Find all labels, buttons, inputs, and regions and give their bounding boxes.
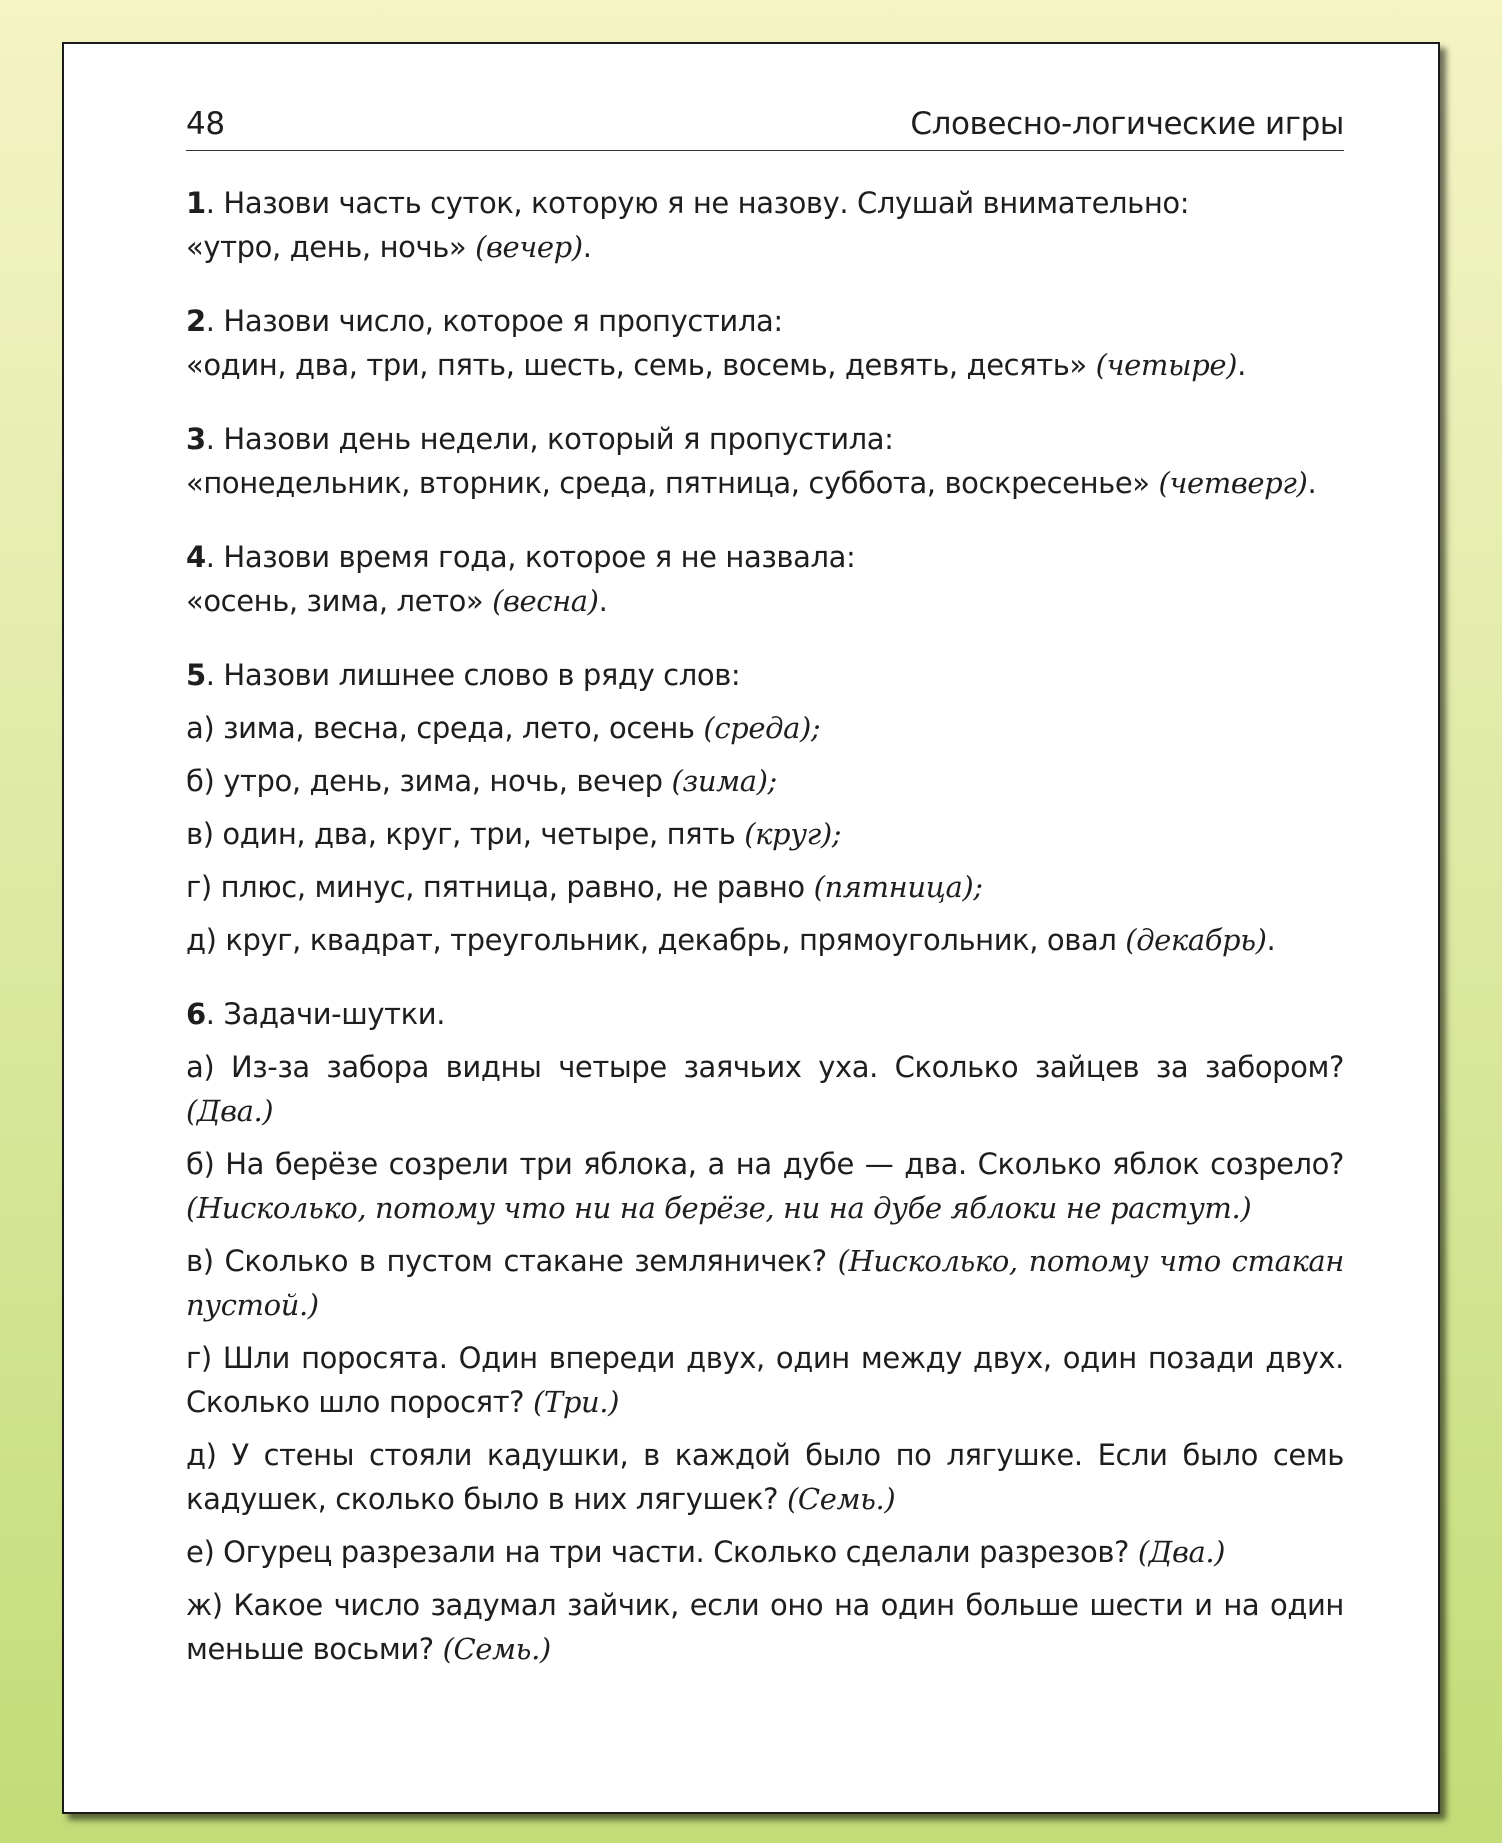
task-1 <box>186 181 1344 269</box>
task-4-prompt <box>186 535 1344 579</box>
answer: (пятница); <box>813 870 983 904</box>
list-item <box>186 1239 1344 1327</box>
list-item <box>186 1583 1344 1671</box>
item-text: д) У стены стояли кадушки, в каждой было по лягушке. Если было семь кадушек, сколько было в них лягушек? <box>186 1438 1344 1516</box>
item-text: в) Сколько в пустом стакане земляничек? <box>186 1244 838 1278</box>
task-3 <box>186 417 1344 505</box>
item-text: д) круг, квадрат, треугольник, декабрь, прямоугольник, овал <box>186 923 1126 957</box>
list-item <box>186 1530 1344 1574</box>
list-item <box>186 1045 1344 1133</box>
page-number: 48 <box>186 106 225 142</box>
task-number: 2 <box>186 304 206 338</box>
task-text: . Назови день недели, который я пропустила: <box>205 422 894 456</box>
list-item <box>186 865 1344 909</box>
answer: (декабрь) <box>1125 923 1267 957</box>
task-1-prompt <box>186 181 1344 225</box>
task-2-sequence <box>186 343 1344 387</box>
list-item <box>186 759 1344 803</box>
task-2 <box>186 299 1344 387</box>
chapter-title: Словесно-логические игры <box>910 106 1344 142</box>
task-5-prompt <box>186 653 1344 697</box>
sequence-text: «понедельник, вторник, среда, пятница, суббота, воскресенье» <box>186 466 1159 500</box>
page-header <box>186 104 1344 151</box>
task-6 <box>186 992 1344 1671</box>
list-item <box>186 1433 1344 1521</box>
period: . <box>598 584 608 618</box>
sequence-text: «один, два, три, пять, шесть, семь, восемь, девять, десять» <box>186 348 1096 382</box>
answer: (круг); <box>744 817 842 851</box>
item-text: б) утро, день, зима, ночь, вечер <box>186 764 672 798</box>
answer: (Нисколько, потому что ни на берёзе, ни на дубе яблоки не растут.) <box>186 1191 1252 1225</box>
task-number: 6 <box>186 997 206 1031</box>
answer: (зима); <box>671 764 777 798</box>
book-page <box>62 42 1440 1814</box>
period: . <box>1237 348 1246 382</box>
task-5 <box>186 653 1344 962</box>
item-text: ж) Какое число задумал зайчик, если оно на один больше шести и на один меньше восьми? <box>186 1588 1344 1666</box>
answer: (Два.) <box>186 1094 274 1128</box>
item-text: а) зима, весна, среда, лето, осень <box>186 711 704 745</box>
sequence-text: «утро, день, ночь» <box>186 230 476 264</box>
task-text: . Назови часть суток, которую я не назову. Слушай внимательно: <box>205 186 1190 220</box>
item-text: б) На берёзе созрели три яблока, а на дубе — два. Сколько яблок созрело? <box>186 1147 1344 1181</box>
page-content <box>186 104 1344 1671</box>
item-text: г) плюс, минус, пятница, равно, не равно <box>186 870 814 904</box>
task-3-prompt <box>186 417 1344 461</box>
period: . <box>1266 923 1276 957</box>
answer: (Семь.) <box>787 1482 896 1516</box>
answer: (Три.) <box>533 1385 620 1419</box>
task-number: 3 <box>186 422 206 456</box>
answer: (Семь.) <box>442 1632 551 1666</box>
answer: (четыре) <box>1095 348 1238 382</box>
list-item <box>186 812 1344 856</box>
task-6-prompt <box>186 992 1344 1036</box>
sequence-text: «осень, зима, лето» <box>186 584 493 618</box>
task-number: 5 <box>186 658 206 692</box>
answer: (вечер) <box>475 230 583 264</box>
list-item <box>186 706 1344 750</box>
task-4-sequence <box>186 579 1344 623</box>
task-2-prompt <box>186 299 1344 343</box>
item-text: г) Шли поросята. Один впереди двух, один между двух, один позади двух. Сколько шло поросят? <box>186 1341 1344 1419</box>
task-text: . Назови время года, которое я не назвала: <box>205 540 856 574</box>
task-text: . Назови лишнее слово в ряду слов: <box>205 658 741 692</box>
answer: (четверг) <box>1158 466 1308 500</box>
answer: (Нисколько, потому что стакан пустой.) <box>186 1244 1344 1322</box>
answer: (Два.) <box>1137 1535 1226 1569</box>
answer: (весна) <box>492 584 599 618</box>
period: . <box>582 230 592 264</box>
task-1-sequence <box>186 225 1344 269</box>
period: . <box>1307 466 1317 500</box>
task-4 <box>186 535 1344 623</box>
task-number: 4 <box>186 540 206 574</box>
item-text: в) один, два, круг, три, четыре, пять <box>186 817 745 851</box>
answer: (среда); <box>703 711 821 745</box>
task-text: . Назови число, которое я пропустила: <box>205 304 783 338</box>
task-text: . Задачи-шутки. <box>205 997 446 1031</box>
list-item <box>186 1336 1344 1424</box>
task-number: 1 <box>186 186 206 220</box>
task-3-sequence <box>186 461 1344 505</box>
list-item <box>186 918 1344 962</box>
list-item <box>186 1142 1344 1230</box>
item-text: е) Огурец разрезали на три части. Сколько сделали разрезов? <box>186 1535 1138 1569</box>
item-text: а) Из-за забора видны четыре заячьих уха. Сколько зайцев за забором? <box>186 1050 1344 1084</box>
